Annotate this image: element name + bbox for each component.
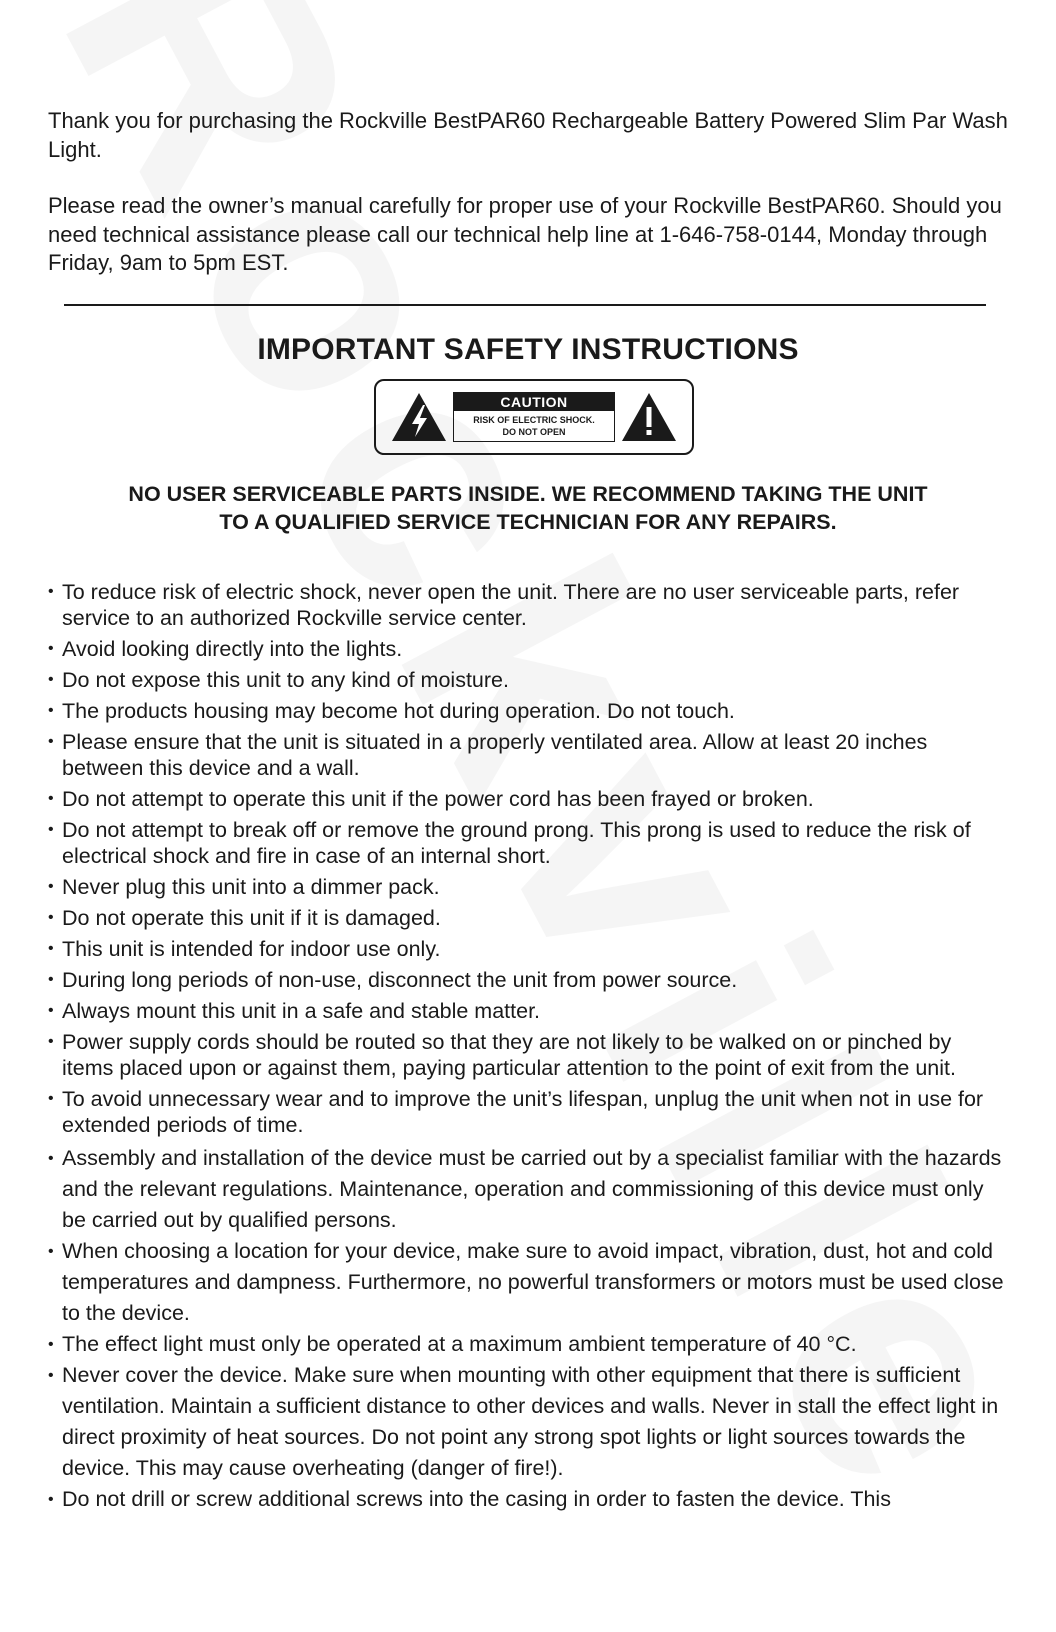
intro-support: Please read the owner’s manual carefully for proper use of your Rockville BestPAR60. Should you need technical assistance please call our technical help line at 1-646-758-0144, Monday through Friday, 9am to 5pm EST. bbox=[48, 193, 1002, 275]
list-item: • Assembly and installation of the device must be carried out by a specialist familiar with the hazards and the relevant regulations. Maintenance, operation and commissioning of this device must only be carried out by qualified persons. bbox=[48, 1143, 1008, 1236]
list-item: • Always mount this unit in a safe and stable matter. bbox=[48, 998, 1008, 1024]
lightning-warning-icon bbox=[390, 391, 448, 443]
list-item: • Do not attempt to operate this unit if the power cord has been frayed or broken. bbox=[48, 786, 1008, 812]
list-item: • Please ensure that the unit is situated in a properly ventilated area. Allow at least 20 inches between this device and a wall. bbox=[48, 729, 1008, 781]
list-item: • Do not operate this unit if it is damaged. bbox=[48, 905, 1008, 931]
list-item: • Never plug this unit into a dimmer pack. bbox=[48, 874, 1008, 900]
caution-subtext bbox=[454, 411, 614, 441]
caution-heading: CAUTION bbox=[454, 393, 614, 411]
caution-label bbox=[374, 379, 694, 455]
exclamation-warning-icon bbox=[620, 391, 678, 443]
list-item: • The effect light must only be operated at a maximum ambient temperature of 40 °C. bbox=[48, 1329, 1008, 1360]
list-item: • When choosing a location for your device, make sure to avoid impact, vibration, dust, hot and cold temperatures and dampness. Furthermore, no powerful transformers or motors must be used close to the device. bbox=[48, 1236, 1008, 1329]
service-warning bbox=[48, 480, 1008, 537]
list-item: • Avoid looking directly into the lights. bbox=[48, 636, 1008, 662]
list-item: • During long periods of non-use, disconnect the unit from power source. bbox=[48, 967, 1008, 993]
caution-text-block bbox=[453, 392, 615, 442]
list-item: • Never cover the device. Make sure when mounting with other equipment that there is sufficient ventilation. Maintain a sufficient distance to other devices and walls. Never in stall the effect light in direct proximity of heat sources. Do not point any strong spot lights or light sources towards the device. This may cause overheating (danger of fire!). bbox=[48, 1360, 1008, 1484]
list-item: • Do not expose this unit to any kind of moisture. bbox=[48, 667, 1008, 693]
intro-thanks: Thank you for purchasing the Rockville BestPAR60 Rechargeable Battery Powered Slim Par Wash Light. bbox=[48, 108, 1008, 162]
service-warning-line-1: NO USER SERVICEABLE PARTS INSIDE. WE RECOMMEND TAKING THE UNIT bbox=[128, 481, 928, 506]
caution-line-2: DO NOT OPEN bbox=[502, 426, 566, 437]
safety-list bbox=[48, 579, 1008, 1515]
caution-line-1: RISK OF ELECTRIC SHOCK. bbox=[473, 414, 595, 425]
list-item: • This unit is intended for indoor use only. bbox=[48, 936, 1008, 962]
list-item: • Do not drill or screw additional screws into the casing in order to fasten the device. This bbox=[48, 1484, 1008, 1515]
list-item: • Do not attempt to break off or remove the ground prong. This prong is used to reduce the risk of electrical shock and fire in case of an internal short. bbox=[48, 817, 1008, 869]
list-item: • Power supply cords should be routed so that they are not likely to be walked on or pinched by items placed upon or against them, paying particular attention to the point of exit from the unit. bbox=[48, 1029, 1008, 1081]
list-item: • To reduce risk of electric shock, never open the unit. There are no user serviceable parts, refer service to an authorized Rockville service center. bbox=[48, 579, 1008, 631]
list-item: • To avoid unnecessary wear and to improve the unit’s lifespan, unplug the unit when not in use for extended periods of time. bbox=[48, 1086, 1008, 1138]
page-title: IMPORTANT SAFETY INSTRUCTIONS bbox=[257, 332, 799, 366]
intro-section bbox=[48, 107, 1008, 278]
divider bbox=[64, 304, 986, 306]
service-warning-line-2: TO A QUALIFIED SERVICE TECHNICIAN FOR ANY REPAIRS. bbox=[219, 510, 837, 534]
list-item: • The products housing may become hot during operation. Do not touch. bbox=[48, 698, 1008, 724]
